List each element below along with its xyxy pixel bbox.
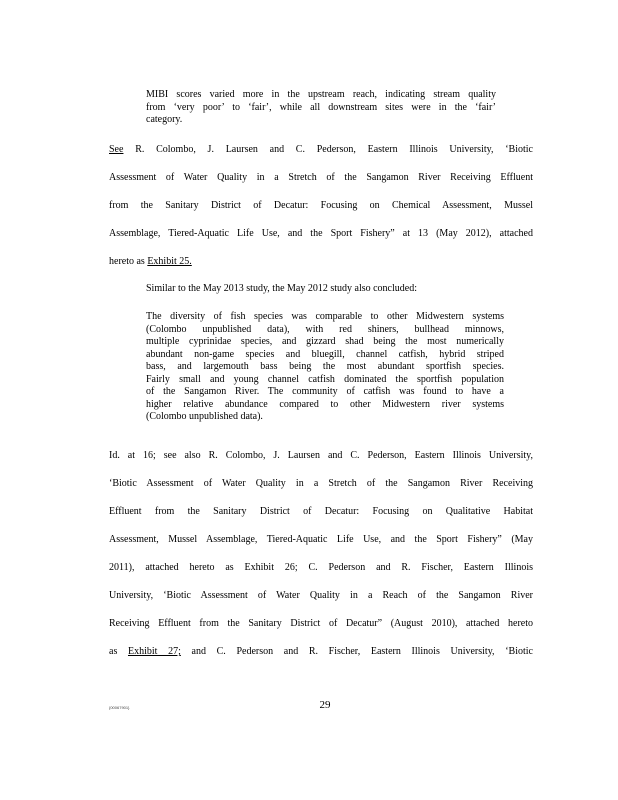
block-quote-fish-diversity [146,311,504,424]
block-quote-mibi [146,89,496,127]
quote-line: of the Sangamon River. The community of catfish was found to have a [146,386,504,397]
quote-line: (Colombo unpublished data), with red shiners, bullhead minnows, [146,323,504,335]
body-line: Assessment of Water Quality in a Stretch of the Sangamon River Receiving Effluent [109,172,533,183]
body-text: and C. Pederson and R. Fischer, Eastern Illinois University, ‘Biotic [180,646,533,657]
body-line [109,646,533,658]
body-line: Effluent from the Sanitary District of Decatur: Focusing on Qualitative Habitat [109,506,533,517]
quote-line: Similar to the May 2013 study, the May 2012 study also concluded: [146,283,417,294]
body-line: ‘Biotic Assessment of Water Quality in a Stretch of the Sangamon River Receiving [109,478,533,489]
quote-line: MIBI scores varied more in the upstream reach, indicating stream quality [146,89,496,100]
body-text: R. Colombo, J. Laursen and C. Pederson, Eastern Illinois University, ‘Biotic [123,144,533,155]
quote-line: from ‘very poor’ to ‘fair’, while all downstream sites were in the ‘fair’ [146,101,496,113]
body-text: as [109,646,128,657]
exhibit-25-link: Exhibit 25. [147,256,192,267]
document-id: {00067901} [109,705,130,710]
block-quote-intro [146,283,481,296]
quote-line: Fairly small and young channel catfish dominated the sportfish population [146,373,504,385]
body-line: from the Sanitary District of Decatur: Focusing on Chemical Assessment, Mussel [109,200,533,211]
body-line: Assessment, Mussel Assemblage, Tiered-Aquatic Life Use, and the Sport Fishery” (May [109,534,533,545]
body-text: hereto as [109,256,148,267]
body-line: University, ‘Biotic Assessment of Water Quality in a Reach of the Sangamon River [109,590,533,601]
exhibit-27-link: Exhibit 27; [127,646,181,657]
quote-line: The diversity of fish species was comparable to other Midwestern systems [146,311,504,322]
body-line [109,144,533,156]
quote-line: multiple cyprinidae species, and gizzard shad being the most numerically [146,336,504,347]
body-line: Receiving Effluent from the Sanitary District of Decatur” (August 2010), attached hereto [109,618,533,629]
body-line: 2011), attached hereto as Exhibit 26; C. Pederson and R. Fischer, Eastern Illinois [109,562,533,573]
quote-line: bass, and largemouth bass being the most abundant sportfish species. [146,361,504,372]
quote-line: category. [146,114,183,125]
body-line: Id. at 16; see also R. Colombo, J. Laursen and C. Pederson, Eastern Illinois University, [109,450,533,461]
page-number: 29 [319,699,331,711]
body-line [109,256,533,268]
body-line: Assemblage, Tiered-Aquatic Life Use, and the Sport Fishery” at 13 (May 2012), attached [109,228,533,239]
quote-line: higher relative abundance compared to other Midwestern river systems [146,398,504,410]
quote-line: abundant non-game species and bluegill, channel catfish, hybrid striped [146,348,504,360]
quote-line: (Colombo unpublished data). [146,411,263,422]
see-signal: See [109,144,124,155]
